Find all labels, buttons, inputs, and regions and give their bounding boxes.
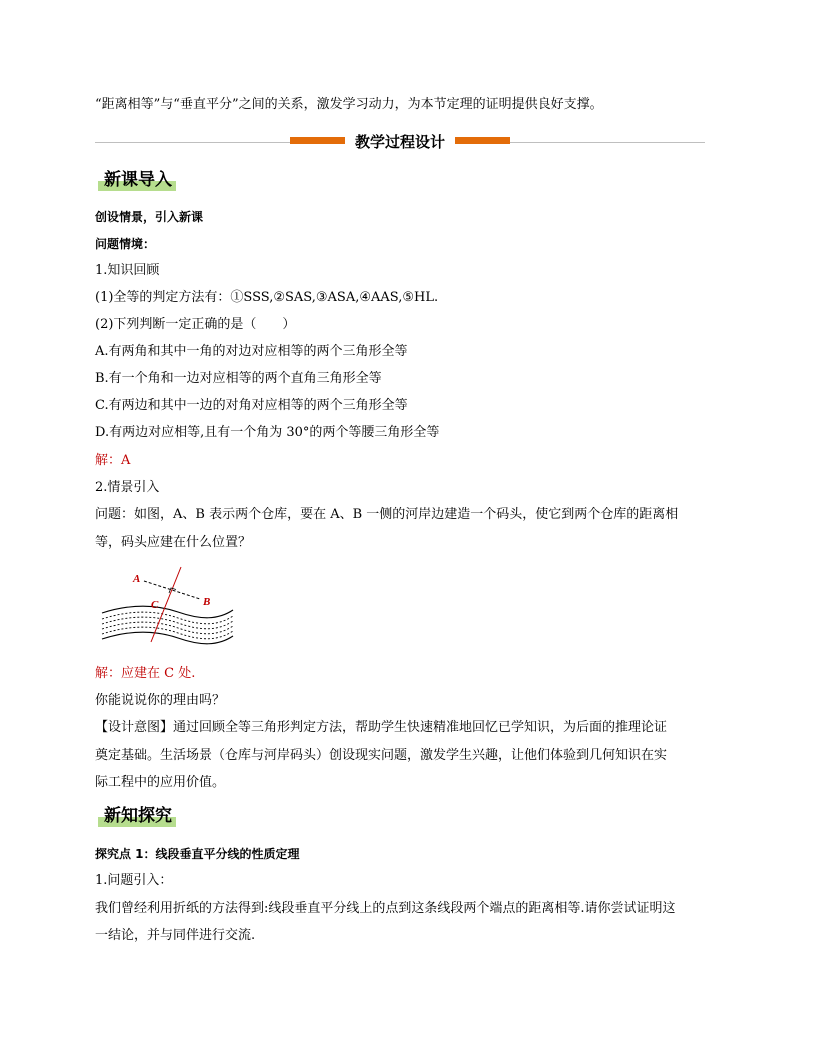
scenario-question-line-2: 等，码头应建在什么位置？ [95,535,252,550]
banner-bar-left [290,137,345,144]
river-bank-line [102,606,233,618]
banner-title: 教学过程设计 [354,133,445,151]
problem-label: 问题情境： [95,237,156,251]
section-title-new-lesson: 新课导入 [98,169,176,191]
answer-2: 解：应建在 C 处. [95,666,196,681]
section2-text-line-2: 一结论，并与同伴进行交流. [95,928,256,943]
item1-title: 1.知识回顾 [95,263,160,278]
question-2: (2)下列判断一定正确的是（ ） [95,317,296,332]
label-a: A [133,573,141,585]
option-a: A.有两角和其中一角的对边对应相等的两个三角形全等 [95,344,408,359]
banner-rule-right [510,142,705,143]
banner-bar-right [455,137,510,144]
section-title-new-knowledge: 新知探究 [98,805,176,827]
section-banner [95,133,705,153]
section2-subtitle: 探究点 1：线段垂直平分线的性质定理 [95,847,300,861]
design-intent-line-3: 际工程中的应用价值。 [95,775,226,790]
design-intent-line-1: 【设计意图】通过回顾全等三角形判定方法，帮助学生快速精准地回忆已学知识，为后面的推理论证 [95,720,668,735]
followup-question: 你能说说你的理由吗？ [95,693,226,708]
river-water-line [102,612,233,624]
design-intent-line-2: 奠定基础。生活场景（仓库与河岸码头）创设现实问题，激发学生兴趣，让他们体验到几何知识在实 [95,748,668,763]
option-b: B.有一个角和一边对应相等的两个直角三角形全等 [95,371,382,386]
intro-line: “距离相等”与“垂直平分”之间的关系，激发学习动力，为本节定理的证明提供良好支撑。 [95,97,603,112]
label-b: B [203,596,211,608]
option-d: D.有两边对应相等,且有一个角为 30°的两个等腰三角形全等 [95,425,440,440]
scenario-question-line-1: 问题：如图，A、B 表示两个仓库，要在 A、B 一侧的河岸边建造一个码头，使它到两个仓库的距离相 [95,507,679,522]
item2-title: 2.情景引入 [95,480,160,495]
section2-text-line-1: 我们曾经利用折纸的方法得到:线段垂直平分线上的点到这条线段两个端点的距离相等.请你尝试证明这 [95,901,676,916]
answer-1: 解：A [95,453,131,468]
river-warehouse-diagram [100,560,235,645]
label-c: C [151,599,159,611]
banner-rule-left [95,142,290,143]
option-c: C.有两边和其中一边的对角对应相等的两个三角形全等 [95,398,408,413]
question-1: (1)全等的判定方法有：①SSS,②SAS,③ASA,④AAS,⑤HL. [95,290,439,305]
section2-item1-title: 1.问题引入： [95,873,173,888]
section1-subtitle: 创设情景，引入新课 [95,210,204,224]
